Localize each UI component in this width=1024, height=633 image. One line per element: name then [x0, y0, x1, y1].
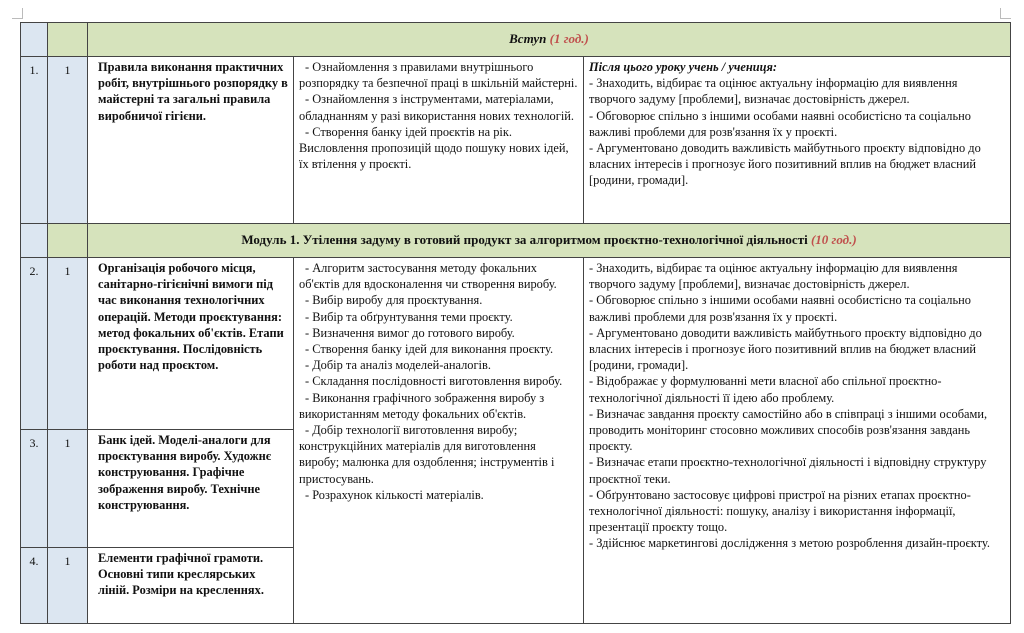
lesson-activities	[294, 57, 584, 224]
result-item: - Визначає завдання проєкту самостійно або в співпраці з іншими особами, проводить моніторинг стосовно можливих способів розв'язання завдань проєкту.	[589, 406, 988, 454]
module-activities	[294, 258, 584, 624]
activity-item: - Вибір виробу для проєктування.	[305, 293, 483, 308]
result-item: - Обговорює спільно з іншими особами наявні особистісно та соціально важливі проблеми для розв'язання їх у проєкті.	[589, 108, 971, 139]
table-row	[21, 258, 1011, 430]
result-item: - Знаходить, відбирає та оцінює актуальну інформацію для виявлення творчого задуму [проблеми], визначає достовірність джерел.	[589, 76, 958, 107]
result-item: - Відображає у формулюванні мети власної або спільної проєктно-технологічної діяльності її ідею або проблему.	[589, 374, 942, 405]
lesson-hours: 1	[48, 430, 88, 548]
module-section-title	[88, 224, 1011, 258]
lesson-hours: 1	[48, 57, 88, 224]
result-item: - Аргументовано доводити важливість майбутнього проєкту відповідно до власних інтересів і прогнозує його позитивний вплив на бюджет власний [родини, громади].	[589, 325, 982, 373]
result-item: - Аргументовано доводить важливість майбутнього проєкту відповідно до власних інтересів і прогнозує його позитивний вплив на бюджет власний [родини, громади].	[589, 141, 981, 188]
activity-item: - Розрахунок кількості матеріалів.	[305, 487, 484, 502]
result-item: - Обговорює спільно з іншими особами наявні особистісно та соціально важливі проблеми для розв'язання їх у проєкті.	[589, 293, 971, 324]
lesson-number: 3.	[21, 430, 48, 548]
lesson-topic: Правила виконання практичних робіт, внутрішнього розпорядку в майстерні та загальні правила виробничої гігієни.	[88, 57, 294, 224]
intro-title: Вступ	[509, 31, 547, 47]
table-row	[21, 57, 1011, 224]
activity-item: - Складання послідовності виготовлення виробу.	[305, 374, 563, 389]
lesson-number: 4.	[21, 548, 48, 624]
lesson-topic: Елементи графічної грамоти. Основні типи креслярських ліній. Розміри на кресленнях.	[88, 548, 294, 624]
lesson-number: 1.	[21, 57, 48, 224]
results-lead: Після цього уроку учень / учениця:	[589, 60, 777, 74]
activity-item: - Ознайомлення з інструментами, матеріалами, обладнанням у разі використання нових технологій.	[299, 92, 574, 123]
lesson-results	[584, 57, 1011, 224]
section-header-row	[21, 224, 1011, 258]
lesson-hours: 1	[48, 548, 88, 624]
lesson-topic: Банк ідей. Моделі-аналоги для проєктування виробу. Художнє конструювання. Графічне зображення виробу. Технічне конструювання.	[88, 430, 294, 548]
lesson-topic: Організація робочого місця, санітарно-гігієнічні вимоги під час виконання технологічних операцій. Методи проєктування: метод фокальних об'єктів. Етапи проєктування. Послідовність роботи над проєктом.	[88, 258, 294, 430]
result-item: - Здійснює маркетингові дослідження з метою розроблення дизайн-проєкту.	[589, 536, 990, 551]
curriculum-table	[20, 22, 1011, 624]
lesson-number: 2.	[21, 258, 48, 430]
activity-item: - Визначення вимог до готового виробу.	[305, 325, 515, 340]
result-item: - Обґрунтовано застосовує цифрові пристрої на різних етапах проєктно-технологічної діяльності: пошуку, аналізу і використання інформації, презентації проєкту тощо.	[589, 487, 971, 535]
result-item: - Визначає етапи проєктно-технологічної діяльності і відповідну структуру проєктної теки.	[589, 455, 987, 486]
module-results	[584, 258, 1011, 624]
activity-item: - Виконання графічного зображення виробу з використанням методу фокальних об'єктів.	[299, 390, 545, 421]
activity-item: - Алгоритм застосування методу фокальних об'єктів для вдосконалення чи створення виробу.	[299, 261, 557, 292]
intro-section-title	[88, 23, 1011, 57]
activity-item: - Вибір та обґрунтування теми проєкту.	[305, 309, 513, 324]
intro-hours: (1 год.)	[549, 31, 589, 47]
activity-item: - Створення банку ідей для виконання проєкту.	[305, 342, 554, 357]
result-item: - Знаходить, відбирає та оцінює актуальну інформацію для виявлення творчого задуму [проблеми], визначає достовірність джерел.	[589, 261, 958, 292]
module-title: Модуль 1. Утілення задуму в готовий продукт за алгоритмом проєктно-технологічної діяльності	[241, 232, 808, 248]
lesson-hours: 1	[48, 258, 88, 430]
module-hours: (10 год.)	[810, 232, 857, 248]
margin-corner-mark	[12, 8, 23, 19]
margin-corner-mark	[1000, 8, 1011, 19]
activity-item: - Створення банку ідей проєктів на рік. Висловлення пропозицій щодо пошуку нових ідей, їх втілення у проєкті.	[299, 124, 569, 172]
activity-item: - Ознайомлення з правилами внутрішнього розпорядку та безпечної праці в шкільній майстерні.	[299, 60, 578, 91]
activity-item: - Добір та аналіз моделей-аналогів.	[305, 358, 491, 373]
section-header-row	[21, 23, 1011, 57]
activity-item: - Добір технології виготовлення виробу; конструкційних матеріалів для виготовлення виробу; малюнка для оздоблення; інструментів і пристосувань.	[299, 423, 555, 486]
